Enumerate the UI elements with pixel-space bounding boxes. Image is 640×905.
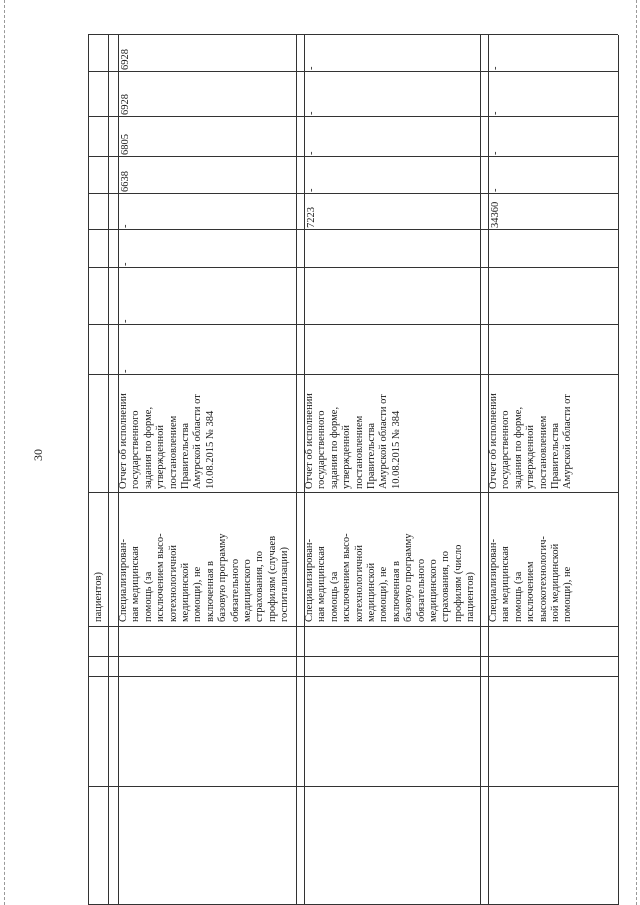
- column-line: [88, 656, 618, 657]
- row-1-value-8: 6928: [120, 49, 131, 70]
- column-line: [88, 193, 618, 194]
- row-3-source: Отчет об исполнении государственного задания по форме, утвержденной постановлением Правительства Амурской области от: [488, 393, 574, 489]
- column-line: [88, 786, 618, 787]
- column-line: [88, 71, 618, 72]
- margin-dots: [636, 0, 637, 905]
- column-line: [88, 676, 618, 677]
- row-3-value-5: -: [490, 188, 501, 192]
- row-1-value-7: 6928: [120, 94, 131, 115]
- row-line: [108, 35, 109, 905]
- column-line: [88, 229, 618, 230]
- row-2-value-4: 7223: [306, 207, 317, 228]
- column-line: [88, 492, 618, 493]
- column-line: [88, 116, 618, 117]
- row-1-source: Отчет об исполнении государственного задания по форме, утвержденной постановлением Правительства Амурской области от 10.08.2015 № 384: [118, 393, 216, 489]
- row-3-value-4: 34360: [490, 201, 501, 228]
- row-2-value-8: -: [306, 66, 317, 70]
- table-grid: [88, 35, 618, 905]
- row-1-value-1: -: [120, 369, 131, 373]
- row-line: [296, 35, 297, 905]
- column-line: [88, 626, 618, 627]
- row-2-value-7: -: [306, 111, 317, 115]
- row-line: [88, 35, 89, 905]
- row-3-value-8: -: [490, 66, 501, 70]
- row-1-service: Специализирован- ная медицинская помощь (за исключением высо- котехнологичной медицинской помощи), не включенная в базовую программу обязательного медицинского страхования, по профилям (случаев госпитализации): [118, 533, 291, 622]
- row-1-value-5: 6638: [120, 171, 131, 192]
- row-1-value-6: 6805: [120, 134, 131, 155]
- row-3-value-7: -: [490, 111, 501, 115]
- row-line: [480, 35, 481, 905]
- row-1-value-2: -: [120, 319, 131, 323]
- row-1-value-4: -: [120, 224, 131, 228]
- row-2-source: Отчет об исполнении государственного задания по форме, утвержденной постановлением Правительства Амурской области от 10.08.2015 № 384: [304, 393, 402, 489]
- column-line: [88, 34, 618, 35]
- column-line: [88, 374, 618, 375]
- page-number: 30: [31, 449, 45, 461]
- row-line: [618, 35, 619, 905]
- header-fragment: пациентов): [93, 572, 104, 622]
- column-line: [88, 324, 618, 325]
- row-1-value-3: -: [120, 262, 131, 266]
- column-line: [88, 156, 618, 157]
- row-3-service: Специализирован- ная медицинская помощь (за исключением высокотехнологич- ной медицинской помощи), не: [488, 536, 574, 622]
- rotated-table: [88, 35, 618, 905]
- column-line: [88, 267, 618, 268]
- margin-dots: [4, 0, 5, 905]
- row-2-value-6: -: [306, 151, 317, 155]
- row-2-value-5: -: [306, 188, 317, 192]
- row-2-service: Специализирован- ная медицинская помощь (за исключением высо- котехнологичной медицинской помощи), не включенная в базовую программу обязательного медицинского страхования, по профилям (число пациентов): [304, 533, 477, 622]
- row-3-value-6: -: [490, 151, 501, 155]
